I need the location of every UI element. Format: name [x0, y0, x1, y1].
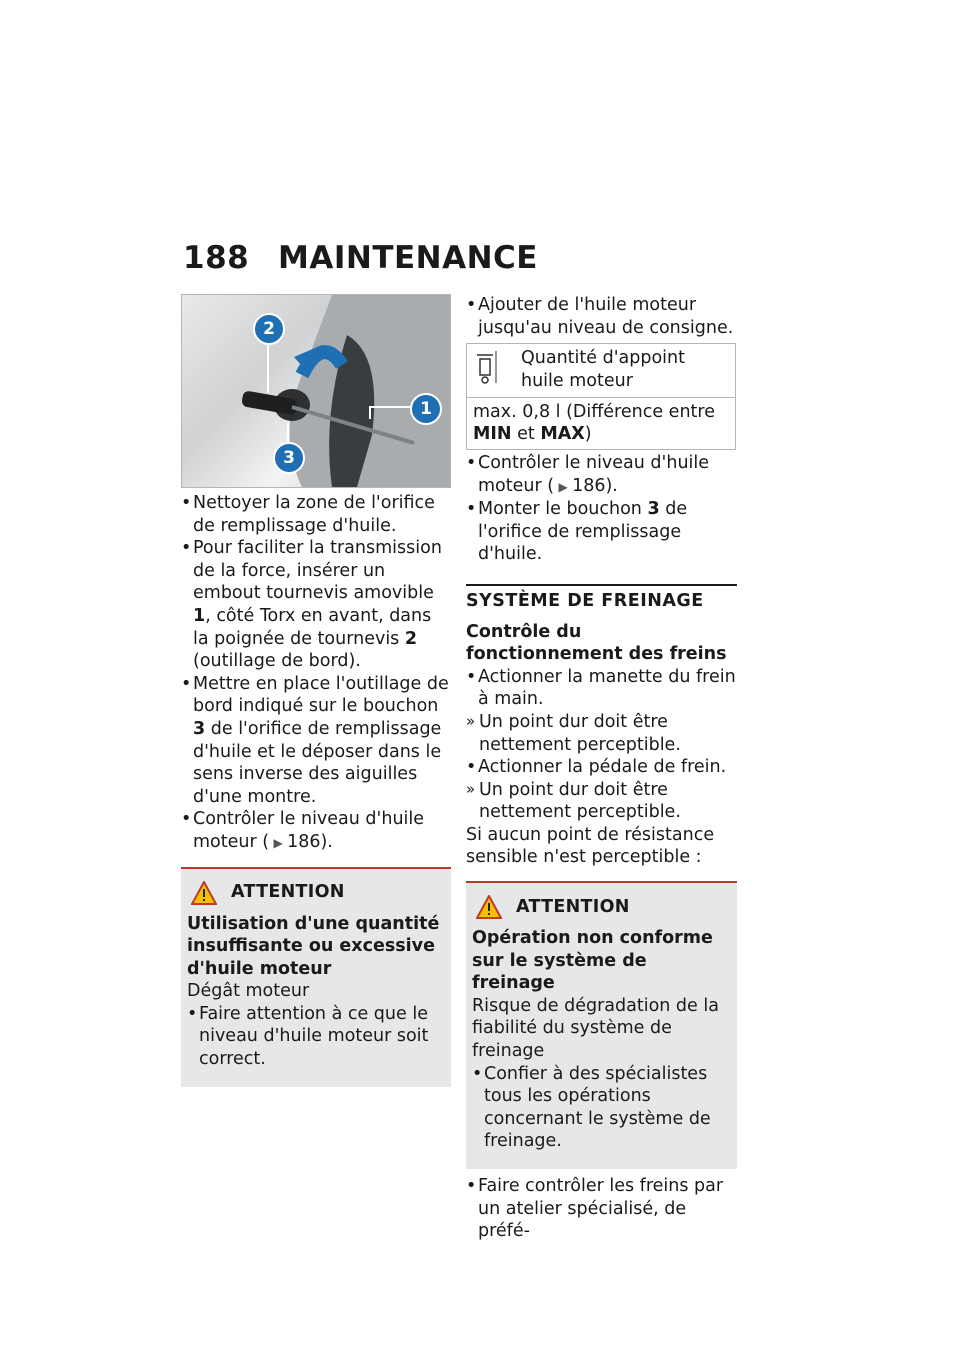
step-check-level: • Contrôler le niveau d'huile moteur ( ▶ 186).	[181, 808, 451, 854]
warning-action: • Faire attention à ce que le niveau d'huile moteur soit correct.	[187, 1003, 443, 1071]
page-header	[183, 240, 538, 276]
page-reference-icon: ▶	[273, 835, 283, 850]
warning-triangle-icon	[191, 881, 217, 905]
warning-subtitle: Utilisation d'une quantité insuffisante ou excessive d'huile moteur	[187, 913, 440, 979]
warning-action: • Confier à des spécialistes tous les opérations concernant le système de freinage.	[472, 1063, 729, 1153]
callout-3: 3	[273, 442, 305, 474]
brake-check-steps	[466, 666, 737, 824]
step-clean: • Nettoyer la zone de l'orifice de remplissage d'huile.	[181, 492, 451, 537]
oil-can-icon	[467, 344, 516, 398]
warning-title: ATTENTION	[516, 896, 630, 917]
oil-quantity-table	[466, 343, 736, 450]
step-workshop-check: • Faire contrôler les freins par un atelier spécialisé, de préfé-	[466, 1175, 737, 1243]
oil-filler-figure	[181, 294, 451, 488]
brake-step: • Actionner la pédale de frein.	[466, 756, 737, 779]
callout-2: 2	[253, 313, 285, 345]
step-remove-cap: • Mettre en place l'outillage de bord indiqué sur le bouchon 3 de l'orifice de remplissage d'huile et le déposer dans le sens inverse des aiguilles d'une montre.	[181, 673, 451, 809]
warning-subtitle: Opération non conforme sur le système de freinage	[472, 928, 713, 994]
left-column	[181, 294, 451, 1087]
brake-result: » Un point dur doit être nettement perceptible.	[466, 711, 737, 756]
right-column	[466, 294, 737, 1243]
oil-quantity-value: max. 0,8 l (Différence entre MIN et MAX)	[467, 397, 736, 449]
warning-triangle-icon	[476, 895, 502, 919]
page-reference[interactable]: 186	[287, 831, 321, 852]
oil-quantity-label: Quantité d'appoint huile moteur	[515, 344, 736, 398]
warning-title: ATTENTION	[231, 882, 345, 903]
page-number: 188	[183, 240, 250, 276]
page-reference-icon: ▶	[558, 479, 568, 494]
warning-box-oil	[181, 867, 451, 1087]
section-title: SYSTÈME DE FREINAGE	[466, 584, 737, 613]
subsection-title: Contrôle du fonctionnement des freins	[466, 621, 727, 665]
oil-filler-illustration	[182, 295, 450, 487]
step-check-level-2: • Contrôler le niveau d'huile moteur ( ▶ 186).	[466, 452, 737, 498]
brake-result: » Un point dur doit être nettement perceptible.	[466, 779, 737, 824]
brake-condition: Si aucun point de résistance sensible n'est perceptible :	[466, 824, 715, 868]
procedure-steps	[181, 492, 451, 855]
brake-step: • Actionner la manette du frein à main.	[466, 666, 737, 711]
warning-consequence: Risque de dégradation de la fiabilité du système de freinage	[472, 995, 719, 1062]
step-insert-bit: • Pour faciliter la transmission de la force, insérer un embout tournevis amovible 1, côté Torx en avant, dans la poignée de tournevis 2 (outillage de bord).	[181, 537, 451, 673]
warning-consequence: Dégât moteur	[187, 981, 310, 1002]
step-add-oil: • Ajouter de l'huile moteur jusqu'au niveau de consigne.	[466, 294, 737, 339]
warning-box-brakes	[466, 881, 737, 1169]
page-reference[interactable]: 186	[572, 475, 606, 496]
step-refit-cap: • Monter le bouchon 3 de l'orifice de remplissage d'huile.	[466, 498, 737, 566]
callout-1: 1	[410, 393, 442, 425]
page-title: MAINTENANCE	[278, 240, 538, 276]
